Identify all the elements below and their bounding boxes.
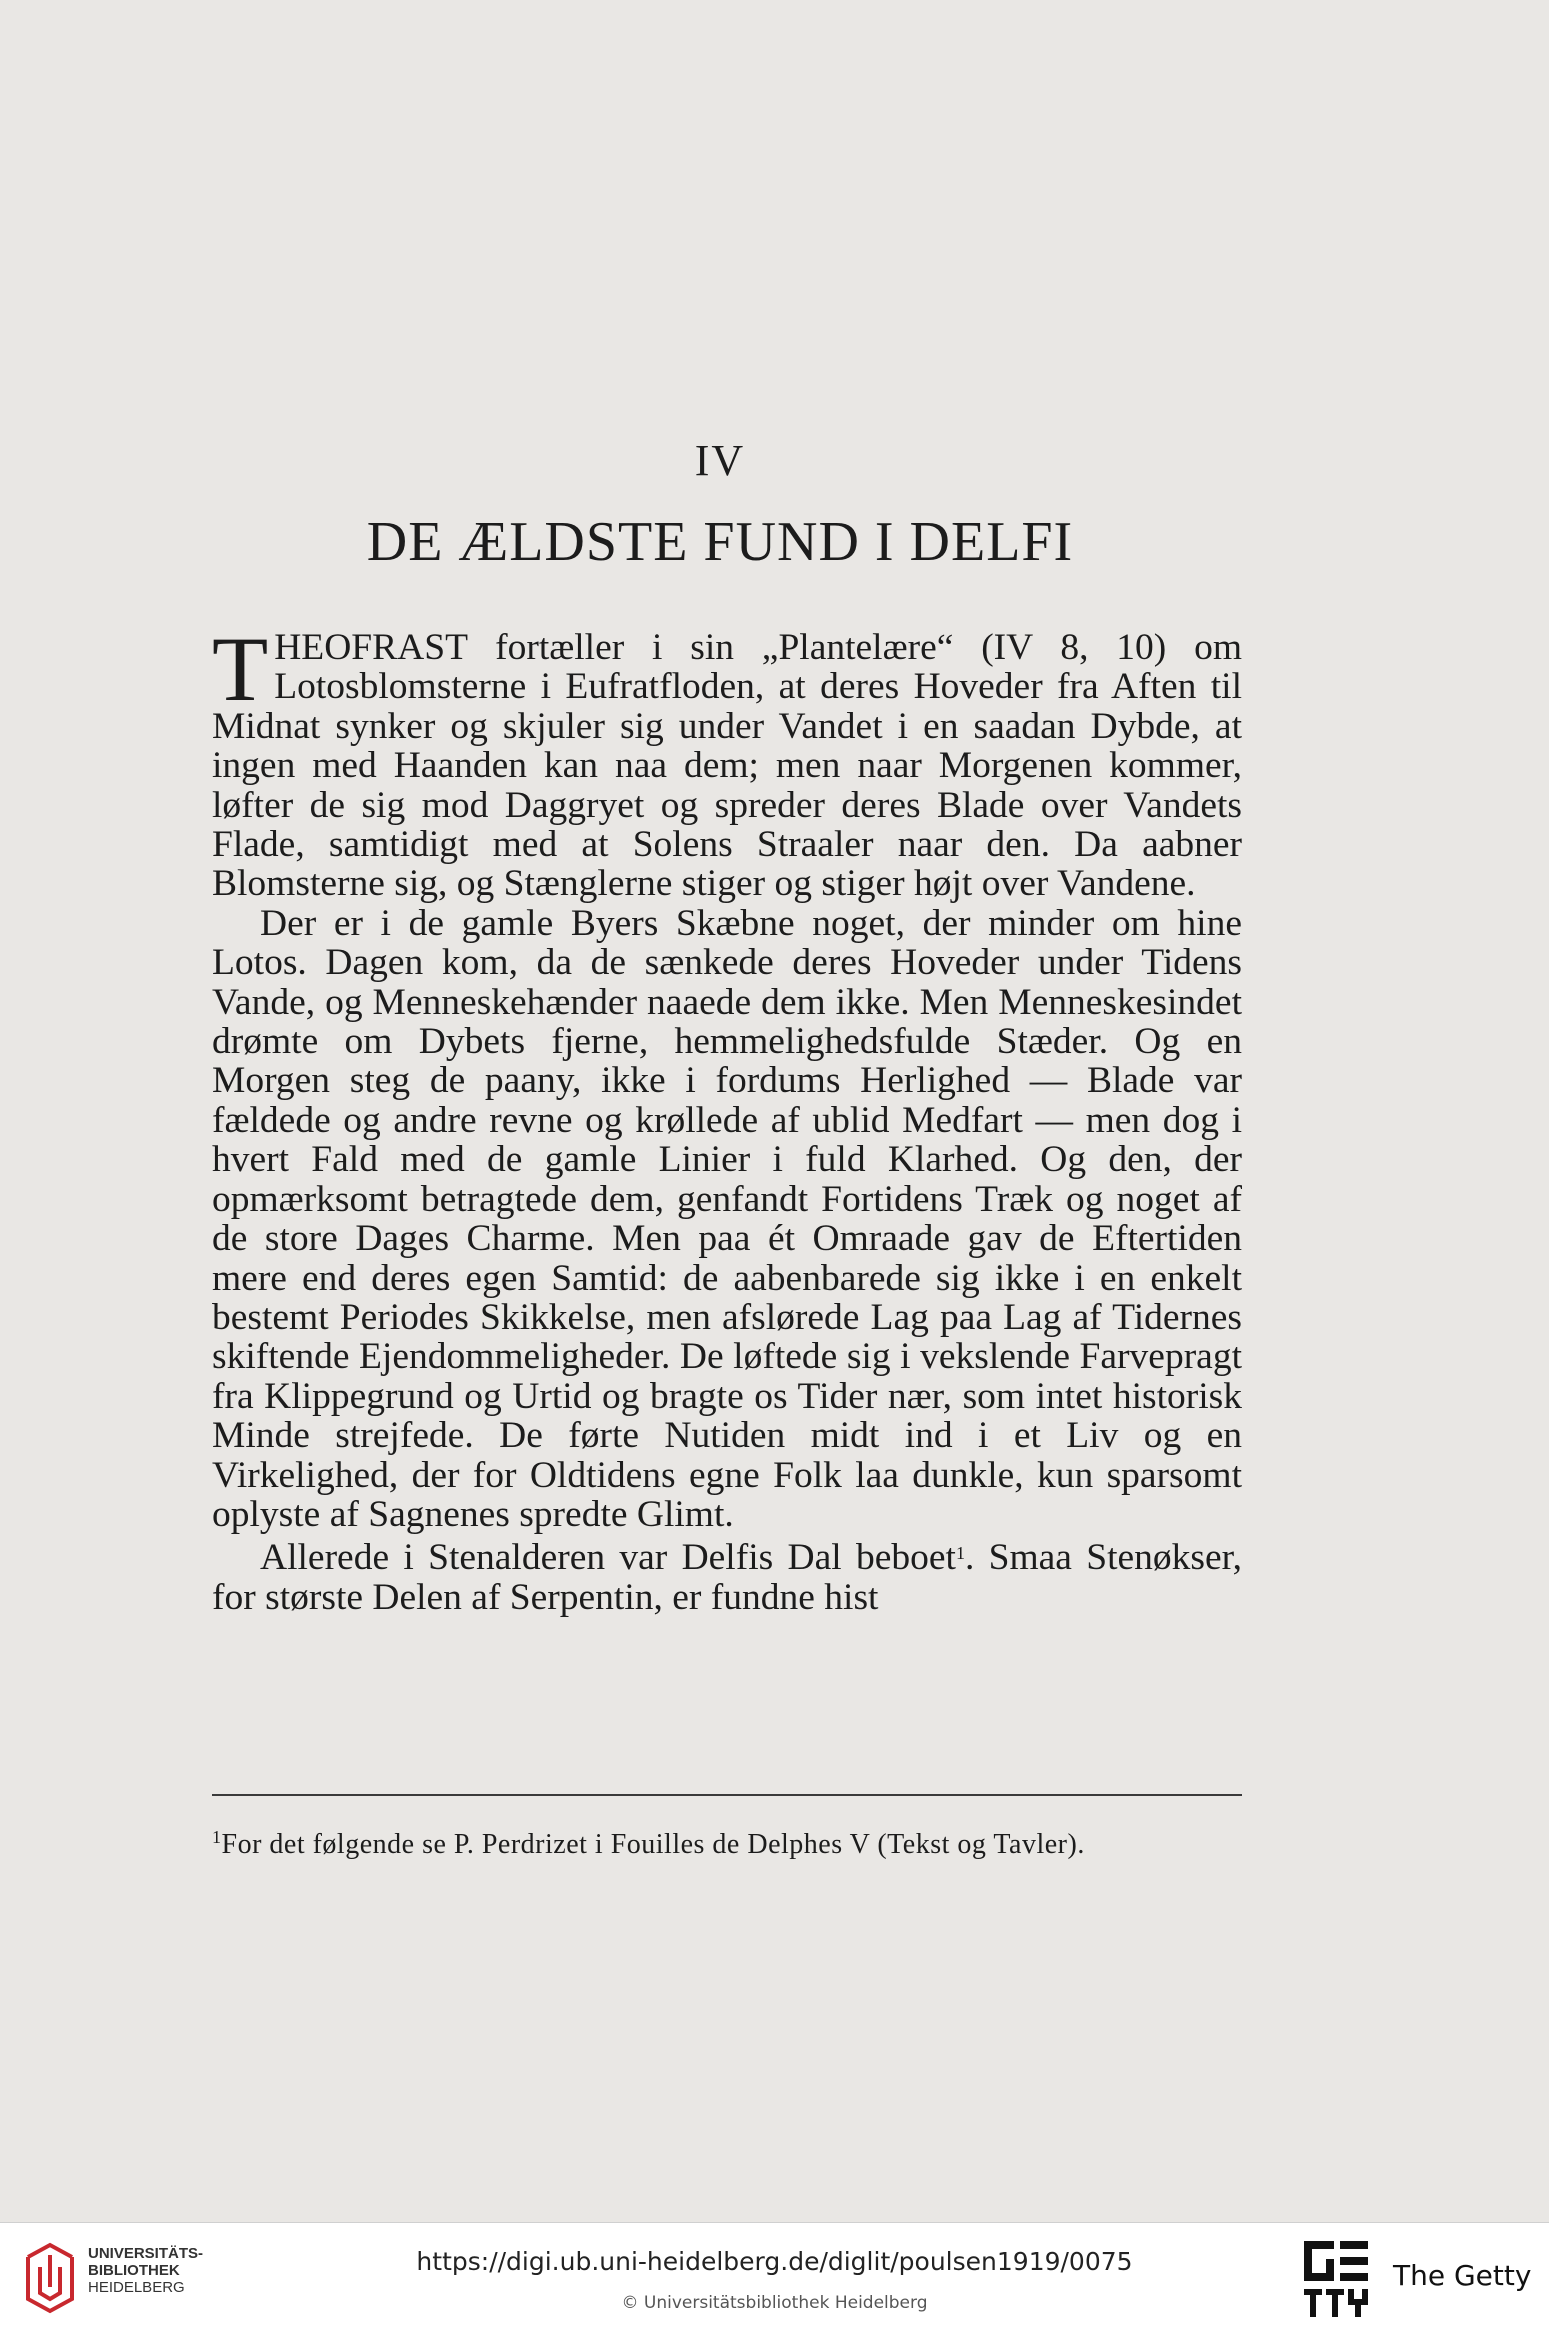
- chapter-number: IV: [694, 436, 746, 485]
- paragraph-1: [212, 618, 1242, 905]
- footnote-text: For det følgende se P. Perdrizet i Fouilles de Delphes V (Tekst og Tavler).: [221, 1829, 1085, 1860]
- paragraph-3: [212, 1534, 1242, 1617]
- drop-cap: T: [212, 618, 269, 720]
- library-line-3: HEIDELBERG: [88, 2279, 185, 2296]
- library-line-2: BIBLIOTHEK: [88, 2262, 180, 2279]
- paragraph-1-text: HEOFRAST fortæller i sin „Plantelære“ (IV 8, 10) om Lotosblomsterne i Eufratfloden, at deres Hoveder fra Aften til Midnat synker og skjuler sig under Vandet i en saadan Dybde, at ingen med Haanden kan naa dem; men naar Morgenen kommer, løfter de sig mod Daggryet og spreder deres Blade over Vandets Flade, samtidigt med at Solens Straaler naar den. Da aabner Blomsterne sig, og Stænglerne stiger og stiger højt over Vandene.: [212, 627, 1242, 905]
- paragraph-3-text-b: . Smaa Stenøkser, for største Delen af Serpentin, er fundne hist: [212, 1537, 1242, 1618]
- getty-logo-icon: [1300, 2237, 1372, 2323]
- getty-label: The Getty: [1393, 2259, 1532, 2292]
- chapter-title: DE ÆLDSTE FUND I DELFI: [366, 511, 1074, 573]
- library-line-1: UNIVERSITÄTS-: [88, 2245, 204, 2262]
- footnote-mark: 1: [212, 1827, 222, 1847]
- body-text: [212, 618, 1242, 1618]
- footnote-divider: [212, 1794, 1242, 1796]
- permalink-url[interactable]: https://digi.ub.uni-heidelberg.de/diglit/poulsen1919/0075: [416, 2247, 1133, 2276]
- copyright-notice: © Universitätsbibliothek Heidelberg: [621, 2293, 928, 2313]
- footnote-reference: 1: [955, 1543, 965, 1564]
- footnote: [212, 1822, 1242, 1860]
- paragraph-3-text-a: Allerede i Stenalderen var Delfis Dal beboet: [260, 1537, 956, 1579]
- paragraph-2: Der er i de gamle Byers Skæbne noget, der minder om hine Lotos. Dagen kom, da de sænkede deres Hoveder under Tidens Vande, og Menneskehænder naaede dem ikke. Men Menneskesindet drømte om Dybets fjerne, hemmelighedsfulde Stæder. Og en Morgen steg de paany, ikke i fordums Herlighed — Blade var fældede og andre revne og krøllede af ublid Medfart — men dog i hvert Fald med de gamle Linier i fuld Klarhed. Og den, der opmærksomt betragtede dem, genfandt Fortidens Træk og noget af de store Dages Charme. Men paa ét Omraade gav de Eftertiden mere end deres egen Samtid: de aabenbarede sig ikke i en enkelt bestemt Periodes Skikkelse, men afslørede Lag paa Lag af Tidernes skiftende Ejendommeligheder. De løftede sig i vekslende Farvepragt fra Klippegrund og Urtid og bragte os Tider nær, som intet historisk Minde strejfede. De førte Nutiden midt ind i et Liv og en Virkelighed, der for Oldtidens egne Folk laa dunkle, kun sparsomt oplyste af Sagnenes spredte Glimt.: [212, 902, 1242, 1535]
- footer-bar: [0, 2222, 1549, 2334]
